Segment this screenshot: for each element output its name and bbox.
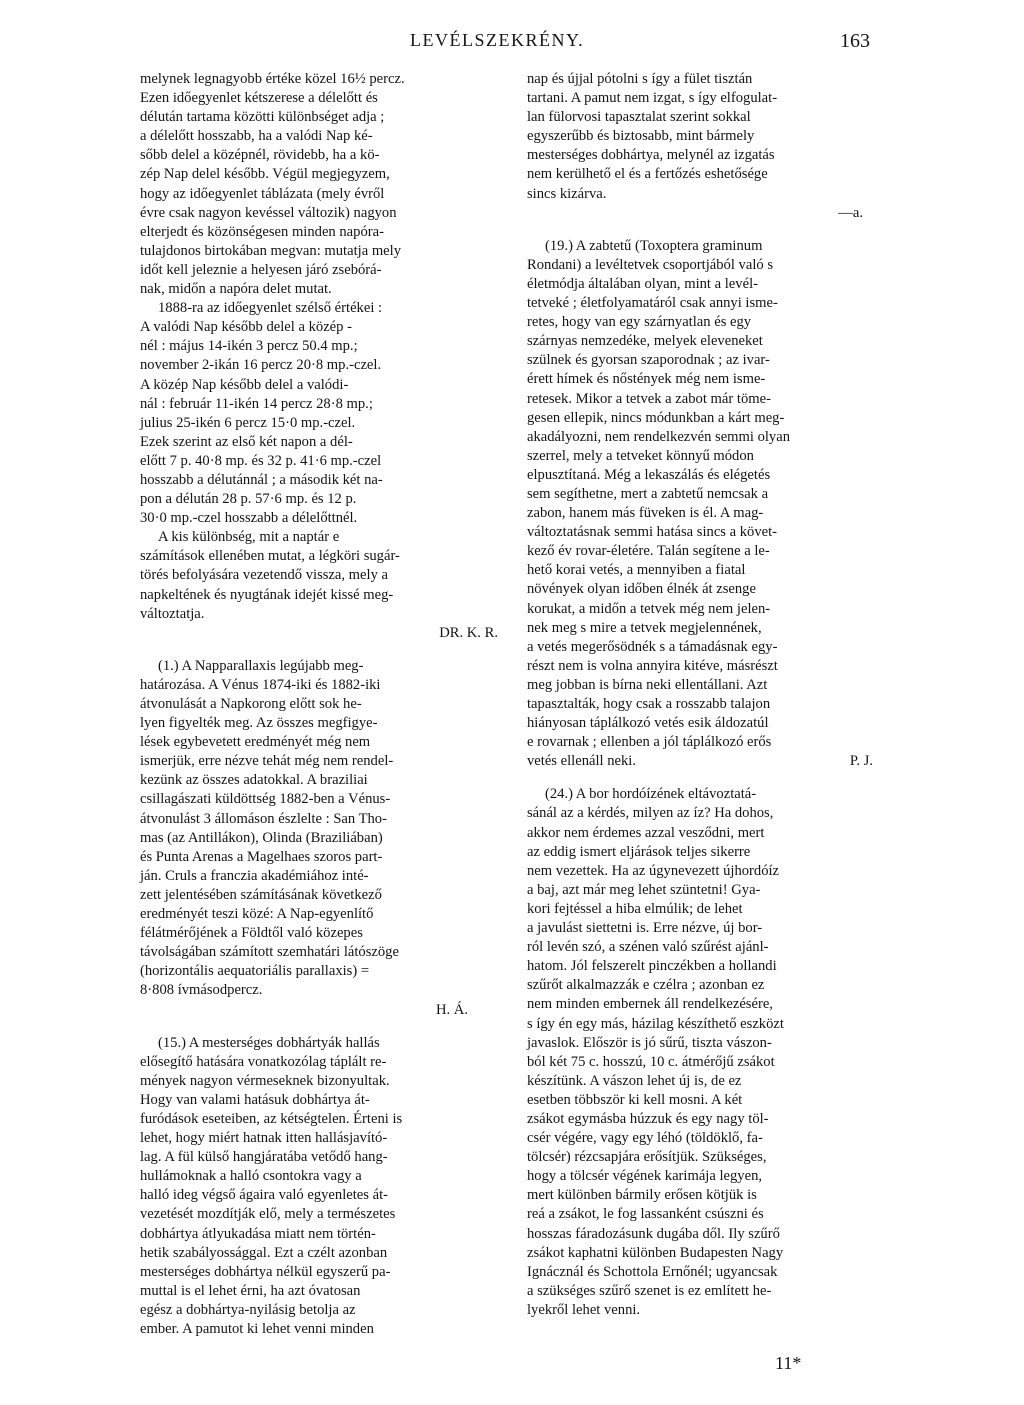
text-line: eredményét teszi közé: A Nap-egyenlítő [140,906,374,923]
text-line: előtt 7 p. 40·8 mp. és 32 p. 41·6 mp.-czel [140,452,382,469]
text-line: csér végére, vagy egy léhó (töldöklő, fa- [527,1130,763,1147]
text-line: az eddig ismert eljárások teljes sikerre [527,843,751,860]
text-line: változtatásnak semmi hatása sincs a követ- [527,524,778,541]
text-line: kezünk az összes adatokkal. A braziliai [140,772,368,789]
signature: P. J. [849,753,873,770]
text-line: lag. A fül külső hangjáratába vetődő hang- [140,1149,388,1166]
text-line: ról levén szó, a szénen való szűrést ajánl- [527,939,769,956]
text-line: pon a délután 28 p. 57·6 mp. és 12 p. [140,491,357,508]
paragraph-wine-cask-taste [527,785,883,1320]
text-line: félátmérőjének a Földtől való közepes [140,925,363,942]
text-line: zabon, hanem más füveken is él. A mag- [527,505,764,522]
text-line: nek meg s mire a tetvek megjelennének, [527,619,762,636]
text-line: időt kell jeleznie a helyesen járó zsebórá- [140,261,382,278]
text-line: Ezek szerint az első két napon a dél- [140,433,353,450]
text-line: melynek legnagyobb értéke közel 16½ percz. [140,71,405,87]
text-line: érett hímek és nőstények még nem isme- [527,371,766,388]
text-line: hető korai vetés, a mennyiben a fiatal [527,562,746,579]
signature-row [140,624,498,643]
text-line: délután tartama közötti különbséget adja ; [140,109,385,126]
text-line: sánál az a kérdés, milyen az íz? Ha dohos, [527,805,774,822]
text-line: hatom. Jól felszerelt pinczékben a hollandi [527,958,777,975]
text-line: tetveké ; életfolyamatáról csak annyi isme- [527,295,778,312]
paragraph-refraction [140,528,498,623]
text-line: retesek. Mikor a tetvek a zabot már töme- [527,390,771,407]
text-line: akkor nem érdemes azzal vesződni, mert [527,824,765,841]
text-line: gesen ellepik, nincs módunkban a kárt meg- [527,409,785,426]
text-line: lések egybevetett eredményét még nem [140,734,371,751]
signature: H. Á. [435,1001,468,1018]
running-title: LEVÉLSZEKRÉNY. [410,30,585,50]
text-line: hullámoknak a halló csontokra vagy a [140,1168,362,1185]
text-line: A kis különbség, mit a naptár e [158,529,340,546]
text-line: esetben többször ki kell mosni. A két [527,1091,743,1108]
text-line: és Punta Arenas a Magelhaes szoros part- [140,848,383,865]
text-line: julius 25-ikén 6 percz 15·0 mp.-czel. [140,414,356,431]
text-line: nak, midőn a napóra delet mutat. [140,281,332,298]
text-line: tulajdonos birtokában megvan: mutatja mely [140,242,402,259]
text-line: dobhártya átlyukadása miatt nem történ- [140,1225,376,1242]
text-line: 30·0 mp.-czel hosszabb a délelőttnél. [140,510,358,527]
text-line: (24.) A bor hordóízének eltávoztatá- [545,786,757,803]
text-line: távolságában számított szemhatári látószöge [140,944,399,961]
text-line: tölcsér) rézcsapjára erősítjük. Szükséges, [527,1149,767,1166]
left-column [140,70,498,1339]
text-line: szárnyas nemzedéke, melyek eleveneket [527,333,763,350]
signature-row [527,752,883,771]
text-line: hosszas fáradozásunk dugába dől. Ily szűrő [527,1225,780,1242]
text-line: mények nagyon vérmeseknek bizonyultak. [140,1072,390,1089]
text-line: mesterséges dobhártya nélkül egyszerű pa- [140,1263,391,1280]
text-line: meg jobban is bírna neki ellentállani. Azt [527,676,768,693]
text-line: Ignácznál és Schottola Ernőnél; ugyancsak [527,1263,778,1280]
text-line: átvonulását a Napkorong előtt sok he- [140,696,362,712]
text-line: nem vezettek. Ha az úgynevezett újhordóíz [527,862,780,879]
text-line: javaslok. Először is jó sűrű, tiszta vászon- [527,1034,772,1051]
signature: DR. K. R. [439,624,498,641]
text-line: retes, hogy van egy szárnyatlan és egy [527,314,752,331]
text-line: Rondani) a levéltetvek csoportjából való s [527,256,773,273]
text-line: ból két 75 c. hosszú, 10 c. átmérőjű zsákot [527,1053,775,1070]
text-line: a javulást siettetni is. Erre nézve, új bor- [527,920,763,937]
text-line: mert különben bármily erősen kötjük is [527,1187,757,1204]
text-line: (1.) A Napparallaxis legújabb meg- [158,657,364,674]
text-line: a baj, azt már meg lehet szüntetni! Gya- [527,881,761,898]
text-line: s így én egy más, házilag készíthető eszközt [527,1015,784,1032]
text-line: Hogy van valami hatásuk dobhártya át- [140,1091,370,1108]
text-line: részt nem is volna annyira kitéve, másrészt [527,657,778,674]
text-line: sincs kizárva. [527,185,607,202]
text-line: lehet, hogy miért hatnak itten hallásjavító- [140,1130,388,1147]
text-line: határozása. A Vénus 1874-iki és 1882-iki [140,676,381,693]
paragraph-oat-aphid [527,237,883,753]
page-header [0,30,1024,60]
text-line: akadályozni, nem rendelkezvén semmi olyan [527,428,790,445]
text-line: a szükséges szűrő szenet is ez említett he- [527,1282,772,1299]
text-line: muttal is el lehet érni, ha azt óvatosan [140,1282,361,1299]
text-line: csillagászati küldöttség 1882-ben a Vénus- [140,791,391,808]
text-line: törés befolyására vezetendő vissza, mely a [140,567,388,584]
text-line: korukat, a midőn a tetvek még nem jelen- [527,600,771,617]
text-line: 8·808 ívmásodpercz. [140,982,263,999]
text-line: növények olyan időben élnék át zsenge [527,581,756,598]
text-line: nem kerülhető el és a fertőzés eshetősége [527,166,768,183]
text-line: szűrőt alkalmazzák e czélra ; azonban ez [527,977,765,994]
text-line: nál : február 11-ikén 14 percz 28·8 mp.; [140,395,373,412]
text-line: készítünk. A vászon lehet új is, de ez [527,1072,742,1089]
paragraph-eardrum-continued [527,70,883,204]
text-line: (19.) A zabtetű (Toxoptera graminum [545,237,763,254]
text-line: egész a dobhártya-nyilásig betolja az [140,1301,356,1318]
text-line: zsákot kaphatni különben Budapesten Nagy [527,1244,784,1261]
text-line: (15.) A mesterséges dobhártyák hallás [158,1034,380,1051]
text-line: november 2-ikán 16 percz 20·8 mp.-czel. [140,357,382,374]
signature: —a. [838,204,863,221]
text-line: változtatja. [140,605,205,622]
text-line: a délelőtt hosszabb, ha a valódi Nap ké- [140,128,373,145]
text-line: kező év rovar-életére. Talán segítene a le- [527,543,770,560]
text-line: elpusztítaná. Még a lekaszálás és elégetés [527,466,771,483]
text-line: reá a zsákot, le fog lassanként csúszni és [527,1206,764,1223]
text-line: kori fejtéssel a hiba elmúlik; de lehet [527,900,743,917]
text-line: a vetés megerősödnék s a támadásnak egy- [527,638,778,655]
text-line: lyekről lehet venni. [527,1301,641,1318]
text-line: zsákot egymásba húzzuk és egy nagy töl- [527,1110,769,1127]
text-line: (horizontális aequatoriális parallaxis) = [140,963,370,980]
text-line: hiányosan táplálkozó vetés esik áldozatúl [527,715,769,732]
text-line: halló ideg végső ágaira való egyenletes át- [140,1187,388,1204]
text-line: A valódi Nap később delel a közép - [140,319,352,336]
text-line: hetik szabályossággal. Ezt a czélt azonban [140,1244,388,1261]
text-line: sőbb delel a középnél, rövidebb, ha a kö- [140,147,380,164]
text-line: elterjedt és közönségesen minden napóra- [140,223,384,240]
signature-row [140,1001,498,1020]
text-line: elősegítő hatására vonatkozólag táplált re- [140,1053,387,1070]
text-line: A közép Nap később delel a valódi- [140,376,349,393]
text-line: évre csak nagyon kevéssel változik) nagyon [140,204,397,221]
paragraph-parallax [140,657,498,1001]
text-line: számítások ellenében mutat, a légköri sugár- [140,548,400,565]
text-line: ján. Cruls a franczia akadémiához inté- [140,867,369,884]
text-line: átvonulást 3 állomáson észlelte : San Tho- [140,810,387,827]
text-line: hogy a tölcsér végének karimája legyen, [527,1168,763,1185]
text-line: napkeltének és nyugtának idejét kissé meg- [140,586,394,603]
text-line: tapasztalták, hogy csak a rosszabb talajon [527,696,771,712]
text-line: hosszabb a délutánnál ; a második két na- [140,471,383,488]
page-number: 163 [840,30,870,52]
text-line: vetés ellenáll neki. [527,753,637,770]
text-line: nél : május 14-ikén 3 percz 50.4 mp.; [140,338,358,355]
text-line: tartani. A pamut nem izgat, s így elfogulat- [527,90,778,107]
text-line: mesterséges dobhártya, melynél az izgatás [527,147,775,164]
text-line: nem minden embernek áll rendelkezésére, [527,996,773,1013]
text-line: ismerjük, erre nézve tehát még nem rendel- [140,753,394,770]
text-line: nap és újjal pótolni s így a fület tisztán [527,71,753,87]
text-line: furódások eseteiben, az kétségtelen. Érteni is [140,1110,403,1127]
text-line: lan fülorvosi tapasztalat szerint sokkal [527,109,751,126]
text-line: lyen figyelték meg. Az összes megfigye- [140,715,378,732]
text-line: egyszerűbb és biztosabb, mint bármely [527,128,755,145]
paragraph-equation-of-time [140,70,498,299]
text-line: szülnek és gyorsan szaporodnak ; az ivar- [527,352,770,369]
text-line: vezetését mozdítják elő, mely a természetes [140,1206,396,1223]
text-line: 1888-ra az időegyenlet szélső értékei : [158,300,383,317]
signature-mark: 11* [775,1353,802,1373]
text-line: zett jelentésében számításának következő [140,886,382,903]
text-line: ember. A pamutot ki lehet venni minden [140,1321,374,1337]
signature-row [527,204,883,223]
text-line: mas (az Antillákon), Olinda (Braziliában) [140,829,383,846]
text-line: hogy az időegyenlet táblázata (mely évről [140,185,385,202]
text-line: szerrel, mely a tetveket könnyű módon [527,447,754,464]
right-column [527,70,883,1320]
text-line: életmódja általában olyan, mint a levél- [527,275,758,292]
paragraph-1888-values [140,299,498,528]
text-line: sem segíthetne, mert a zabtetű nemcsak a [527,485,769,502]
paragraph-artificial-eardrum [140,1034,498,1340]
text-line: e rovarnak ; ellenben a jól táplálkozó erős [527,734,772,751]
text-line: Ezen időegyenlet kétszerese a délelőtt és [140,90,378,107]
text-line: zép Nap delel később. Végül megjegyzem, [140,166,390,183]
